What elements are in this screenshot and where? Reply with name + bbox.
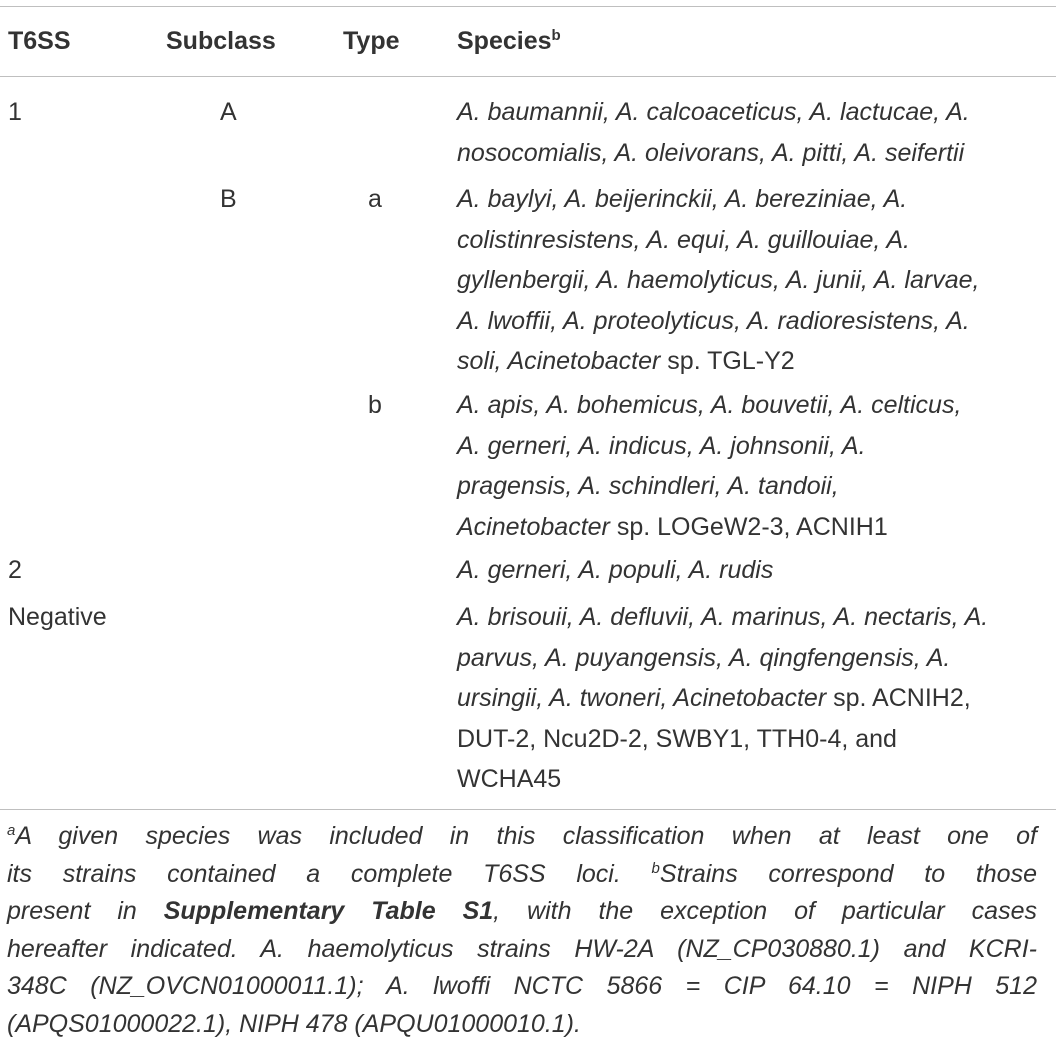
header-species: Species$^b$	[457, 27, 561, 55]
footnote-line-4: hereafter indicated. A. haemolyticus strains HW-2A (NZ_CP030880.1) and KCRI-	[7, 934, 1037, 963]
row1-subclass: A	[220, 98, 237, 126]
row5-t6ss: Negative	[8, 603, 107, 631]
header-t6ss: T6SS	[8, 27, 71, 55]
footnote-line-6: (APQS01000022.1), NIPH 478 (APQU01000010.1).	[7, 1009, 581, 1038]
row4-species: A. gerneri, A. populi, A. rudis	[457, 556, 774, 584]
header-subclass: Subclass	[166, 27, 276, 55]
row2-type: a	[368, 185, 382, 213]
supplementary-table-link: Supplementary Table S1	[163, 897, 494, 926]
row3-type: b	[368, 391, 382, 419]
row3-species: A. apis, A. bohemicus, A. bouvetii, A. celticus, A. gerneri, A. indicus, A. johnsonii, A. pragensis, A. schindleri, A. tandoii, Acinetobacter sp. LOGeW2-3, ACNIH1	[457, 391, 962, 541]
footnote-line-1: $^a$A given species was included in this classification when at least one of	[7, 822, 1037, 850]
bottom-rule	[0, 809, 1056, 810]
row2-species: A. baylyi, A. beijerinckii, A. bereziniae, A. colistinresistens, A. equi, A. guillouiae, A. gyllenbergii, A. haemolyticus, A. junii, A. larvae, A. lwoffii, A. proteolyticus, A. radioresistens, A. soli, Acinetobacter sp. TGL-Y2	[457, 185, 980, 376]
top-rule	[0, 6, 1056, 7]
table-footnote	[7, 818, 1037, 1044]
row1-species: A. baumannii, A. calcoaceticus, A. lactucae, A. nosocomialis, A. oleivorans, A. pitti, A. seifertii	[457, 98, 970, 167]
footnote-line-5: 348C (NZ_OVCN01000011.1); A. lwoffi NCTC 5866 = CIP 64.10 = NIPH 512	[7, 972, 1037, 1001]
row5-species: A. brisouii, A. defluvii, A. marinus, A. nectaris, A. parvus, A. puyangensis, A. qingfengensis, A. ursingii, A. twoneri, Acinetobacter sp. ACNIH2, DUT-2, Ncu2D-2, SWBY1, TTH0-4, and WCHA45	[457, 603, 989, 794]
header-type: Type	[343, 27, 400, 55]
row2-subclass: B	[220, 185, 237, 213]
footnote-line-2: its strains contained a complete T6SS loci. $^b$Strains correspond to those	[7, 859, 1037, 888]
footnote-line-3: present in Supplementary Table S1, with the exception of particular cases	[7, 897, 1037, 926]
row4-t6ss: 2	[8, 556, 22, 584]
row1-t6ss: 1	[8, 98, 22, 126]
header-rule	[0, 76, 1056, 77]
